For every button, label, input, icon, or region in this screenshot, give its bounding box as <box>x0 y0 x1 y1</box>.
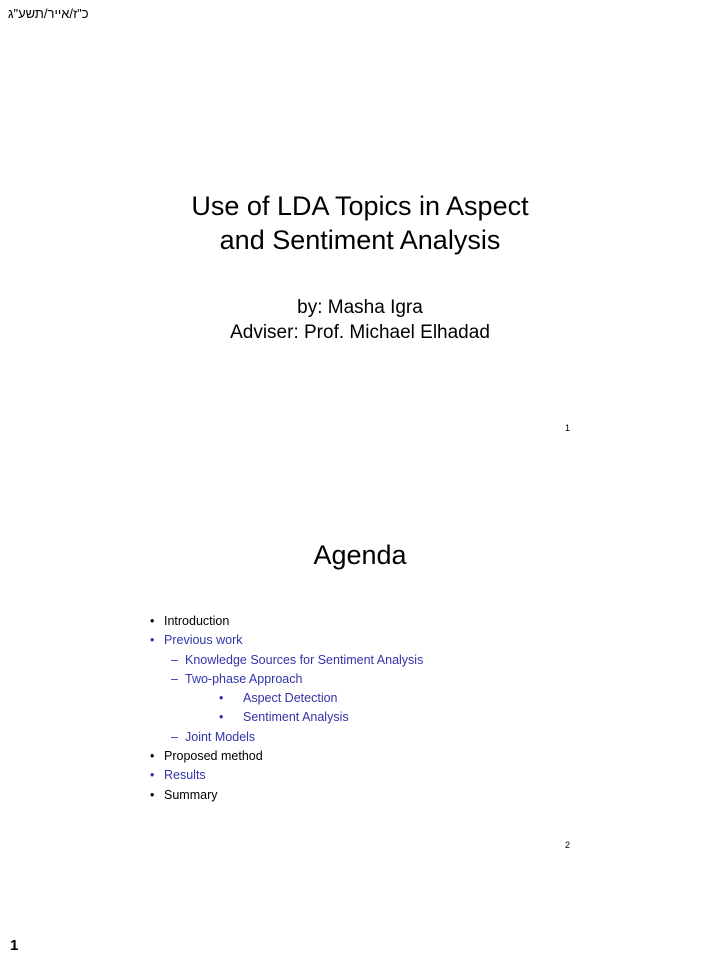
slide-2 <box>150 530 570 855</box>
agenda-item-text: Joint Models <box>185 729 256 744</box>
agenda-item <box>150 728 570 747</box>
bullet-icon: • <box>150 614 155 628</box>
agenda-item <box>150 766 570 785</box>
bullet-icon: • <box>219 710 224 725</box>
hebrew-date: כ"ז/אייר/תשע"ג <box>8 6 89 21</box>
agenda-item-text: Introduction <box>164 614 230 628</box>
agenda-item-text: Knowledge Sources for Sentiment Analysis <box>185 652 424 667</box>
slide-number: 1 <box>564 423 570 433</box>
bullet-icon: • <box>219 691 224 706</box>
title-line-1: Use of LDA Topics in Aspect <box>191 191 529 221</box>
author-line: by: Masha Igra <box>297 297 423 318</box>
agenda-item <box>150 651 570 670</box>
agenda-item <box>150 786 570 805</box>
agenda-list <box>150 612 570 805</box>
agenda-item-text: Results <box>164 768 206 783</box>
agenda-item <box>150 689 570 708</box>
agenda-item <box>150 670 570 689</box>
title-line-2: and Sentiment Analysis <box>219 225 501 255</box>
agenda-item <box>150 612 570 631</box>
slide-number: 2 <box>564 840 570 850</box>
agenda-item <box>150 708 570 727</box>
slide-1 <box>150 180 570 440</box>
slide-subtitle <box>150 295 570 345</box>
agenda-title: Agenda <box>313 540 407 570</box>
agenda-item <box>150 631 570 650</box>
slide-title <box>150 189 570 257</box>
agenda-item-text: Proposed method <box>164 749 263 764</box>
bullet-icon: • <box>150 787 155 802</box>
page-number: 1 <box>10 937 19 954</box>
adviser-line: Adviser: Prof. Michael Elhadad <box>230 322 490 343</box>
agenda-item-text: Summary <box>164 787 218 802</box>
agenda-item-text: Aspect Detection <box>243 691 338 706</box>
bullet-icon: • <box>150 768 155 783</box>
dash-icon: – <box>171 652 178 667</box>
bullet-icon: • <box>150 633 155 648</box>
dash-icon: – <box>171 729 178 744</box>
agenda-item-text: Previous work <box>164 633 243 648</box>
agenda-item-text: Sentiment Analysis <box>243 710 349 725</box>
agenda-item-text: Two-phase Approach <box>185 671 303 686</box>
bullet-icon: • <box>150 749 155 764</box>
dash-icon: – <box>171 671 178 686</box>
agenda-item <box>150 747 570 766</box>
